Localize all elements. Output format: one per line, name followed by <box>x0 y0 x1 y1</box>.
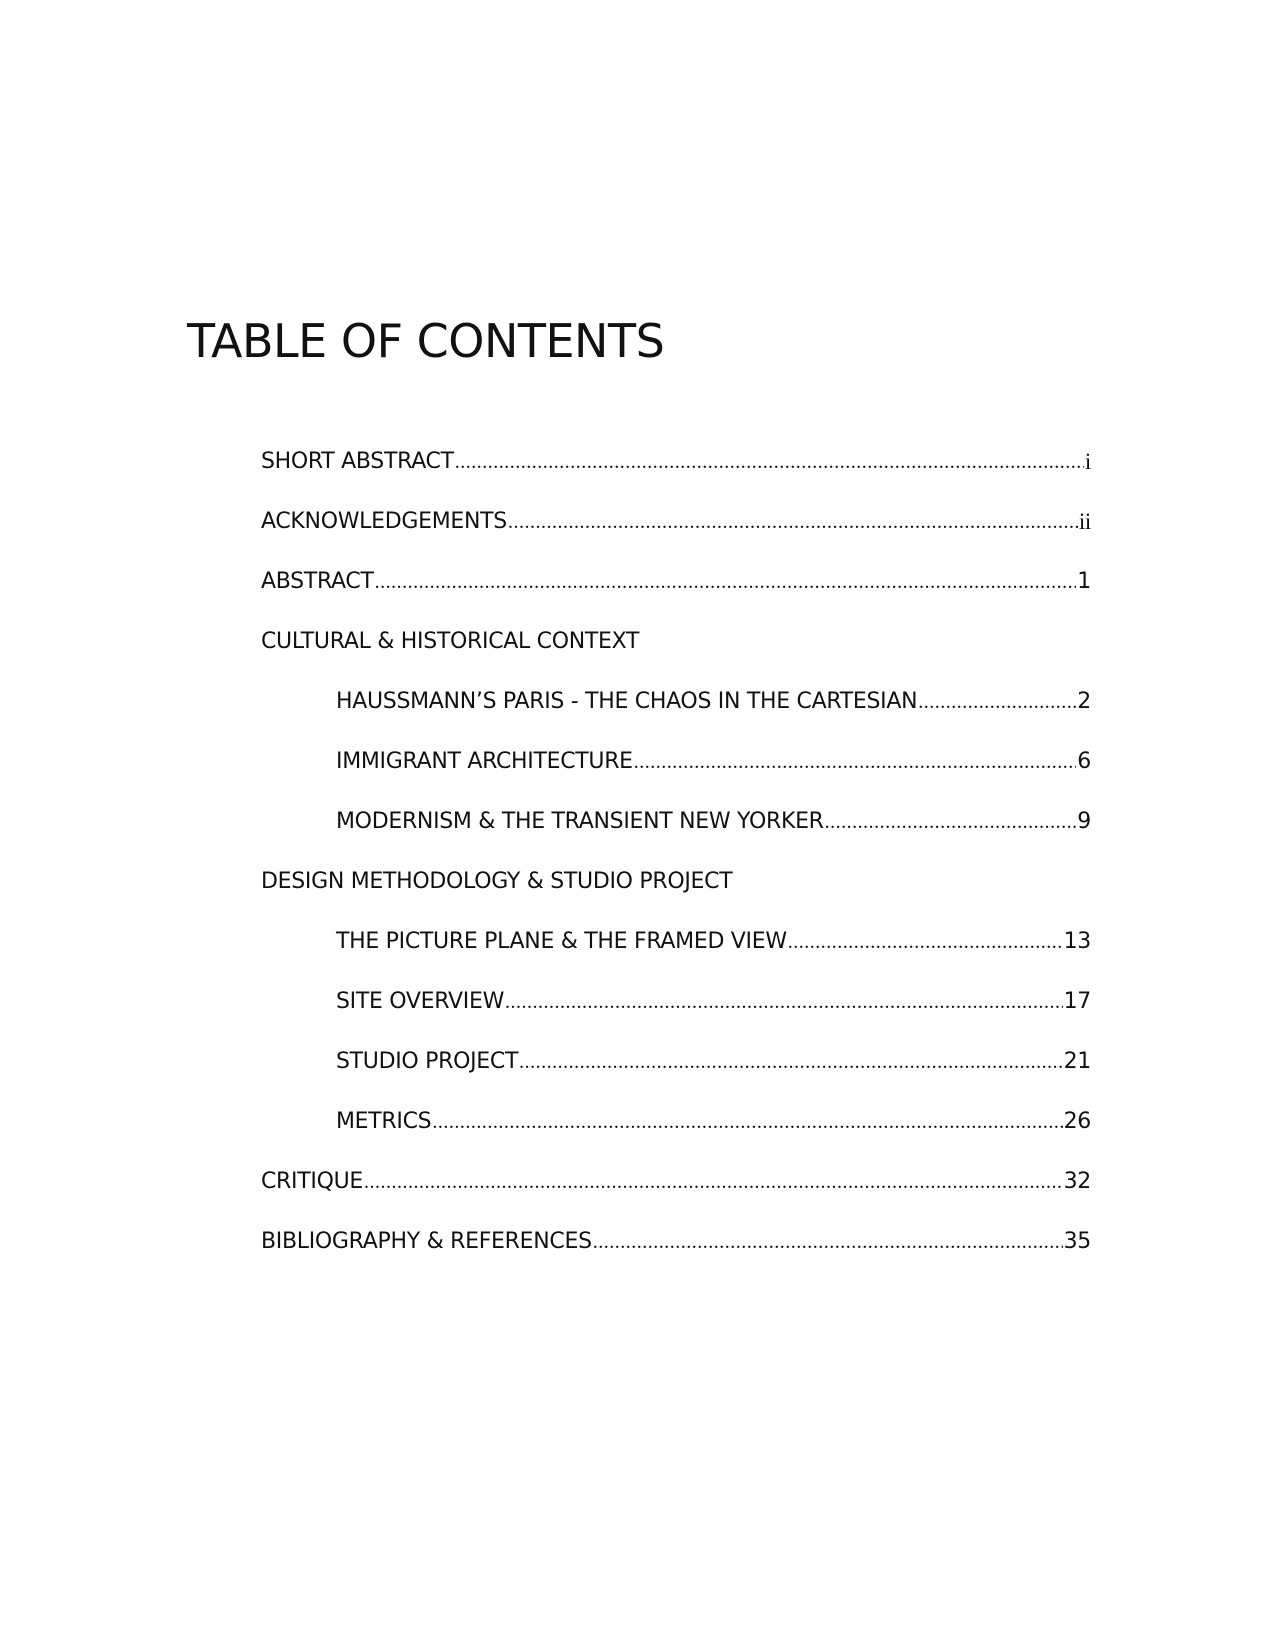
dot-leader <box>519 1048 1062 1076</box>
toc-entry-label: DESIGN METHODOLOGY & STUDIO PROJECT <box>261 869 733 894</box>
dot-leader <box>505 988 1063 1016</box>
page-title: TABLE OF CONTENTS <box>187 314 665 368</box>
toc-entry <box>261 1228 1091 1288</box>
toc-page-number: 17 <box>1063 989 1091 1014</box>
toc-entry-label: SITE OVERVIEW <box>336 989 505 1014</box>
toc-page-number: 1 <box>1077 569 1091 594</box>
toc-entry-label: ABSTRACT <box>261 569 374 594</box>
dot-leader <box>375 568 1077 596</box>
toc-entry <box>336 928 1091 988</box>
toc-entry-label: ACKNOWLEDGEMENTS <box>261 509 507 534</box>
dot-leader <box>918 688 1076 716</box>
toc-page-number: 35 <box>1063 1229 1091 1254</box>
toc-page-number: 13 <box>1063 929 1091 954</box>
toc-page-number: 32 <box>1063 1169 1091 1194</box>
dot-leader <box>593 1228 1063 1256</box>
dot-leader <box>508 508 1078 536</box>
toc-page-number: ii <box>1078 509 1091 534</box>
table-of-contents <box>0 448 1275 1288</box>
toc-entry-label: METRICS <box>336 1109 432 1134</box>
dot-leader <box>788 928 1063 956</box>
dot-leader <box>455 448 1084 476</box>
toc-entry <box>261 568 1091 628</box>
toc-entry-label: MODERNISM & THE TRANSIENT NEW YORKER <box>336 809 824 834</box>
toc-entry <box>261 448 1091 508</box>
toc-entry-label: HAUSSMANN’S PARIS - THE CHAOS IN THE CARTESIAN <box>336 689 918 714</box>
toc-entry <box>336 1048 1091 1108</box>
toc-entry-label: THE PICTURE PLANE & THE FRAMED VIEW <box>336 929 787 954</box>
toc-entry <box>261 1168 1091 1228</box>
toc-entry-label: IMMIGRANT ARCHITECTURE <box>336 749 633 774</box>
toc-entry-label: CRITIQUE <box>261 1169 363 1194</box>
toc-entry <box>336 688 1091 748</box>
dot-leader <box>634 748 1077 776</box>
toc-entry-label: SHORT ABSTRACT <box>261 449 454 474</box>
toc-page-number: 6 <box>1077 749 1091 774</box>
toc-page-number: i <box>1084 449 1091 474</box>
toc-section-heading <box>261 628 1091 688</box>
toc-entry-label: STUDIO PROJECT <box>336 1049 519 1074</box>
toc-section-heading <box>261 868 1091 928</box>
toc-page-number: 2 <box>1077 689 1091 714</box>
toc-entry-label: CULTURAL & HISTORICAL CONTEXT <box>261 629 640 654</box>
dot-leader <box>825 808 1077 836</box>
toc-entry <box>336 1108 1091 1168</box>
toc-page-number: 9 <box>1077 809 1091 834</box>
toc-entry <box>261 508 1091 568</box>
dot-leader <box>432 1108 1062 1136</box>
toc-entry <box>336 988 1091 1048</box>
toc-entry-label: BIBLIOGRAPHY & REFERENCES <box>261 1229 592 1254</box>
toc-entry <box>336 748 1091 808</box>
toc-page-number: 26 <box>1063 1109 1091 1134</box>
toc-entry <box>336 808 1091 868</box>
toc-page-number: 21 <box>1063 1049 1091 1074</box>
dot-leader <box>364 1168 1063 1196</box>
